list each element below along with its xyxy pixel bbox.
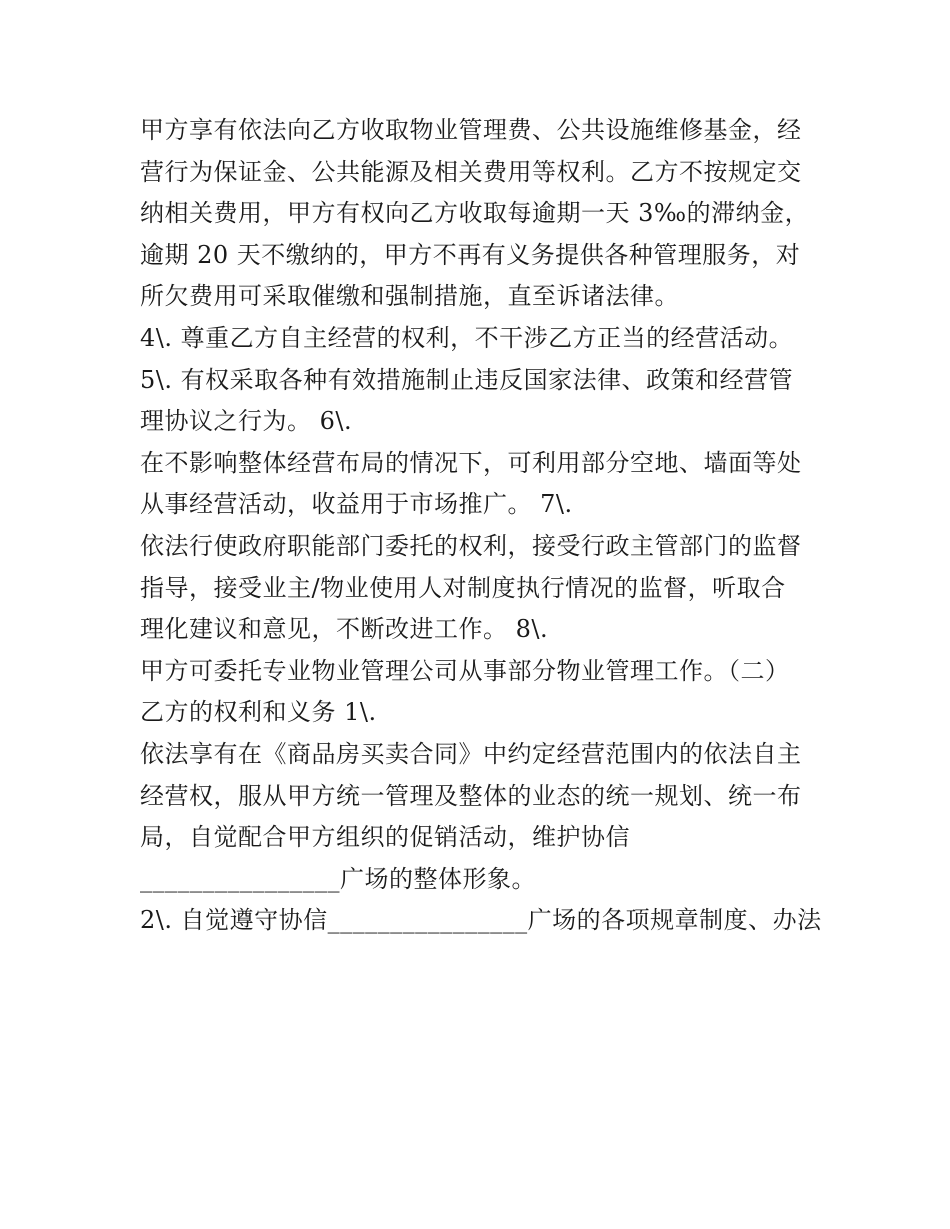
text-line: ________________广场的整体形象。 — [140, 864, 536, 893]
text-line: 逾期 20 天不缴纳的，甲方不再有义务提供各种管理服务，对 — [140, 240, 801, 269]
text-line: 营行为保证金、公共能源及相关费用等权利。乙方不按规定交 — [140, 157, 802, 186]
document-body — [140, 110, 840, 942]
text-line: 乙方的权利和义务 1\. — [140, 698, 377, 727]
text-line: 局，自觉配合甲方组织的促销活动，维护协信 — [140, 823, 630, 852]
text-line: 理化建议和意见，不断改进工作。 8\. — [140, 615, 549, 644]
text-line: 纳相关费用，甲方有权向乙方收取每逾期一天 3‰的滞纳金， — [140, 199, 810, 228]
text-line: 指导，接受业主/物业使用人对制度执行情况的监督，听取合 — [140, 573, 786, 602]
text-line: 2\. 自觉遵守协信________________广场的各项规章制度、办法 — [140, 906, 822, 935]
text-line: 甲方享有依法向乙方收取物业管理费、公共设施维修基金，经 — [140, 116, 802, 144]
text-line: 所欠费用可采取催缴和强制措施，直至诉诸法律。 — [140, 282, 679, 311]
text-line: 依法享有在《商品房买卖合同》中约定经营范围内的依法自主 — [140, 739, 802, 768]
text-line: 理协议之行为。 6\. — [140, 407, 353, 436]
text-line: 在不影响整体经营布局的情况下，可利用部分空地、墙面等处 — [140, 448, 802, 477]
text-line: 甲方可委托专业物业管理公司从事部分物业管理工作。（二） — [140, 656, 790, 685]
text-line: 经营权，服从甲方统一管理及整体的业态的统一规划、统一布 — [140, 781, 802, 810]
text-line: 5\. 有权采取各种有效措施制止违反国家法律、政策和经营管 — [140, 365, 794, 394]
text-line: 依法行使政府职能部门委托的权利，接受行政主管部门的监督 — [140, 531, 802, 560]
text-line: 从事经营活动，收益用于市场推广。 7\. — [140, 490, 573, 519]
text-line: 4\. 尊重乙方自主经营的权利，不干涉乙方正当的经营活动。 — [140, 323, 794, 352]
